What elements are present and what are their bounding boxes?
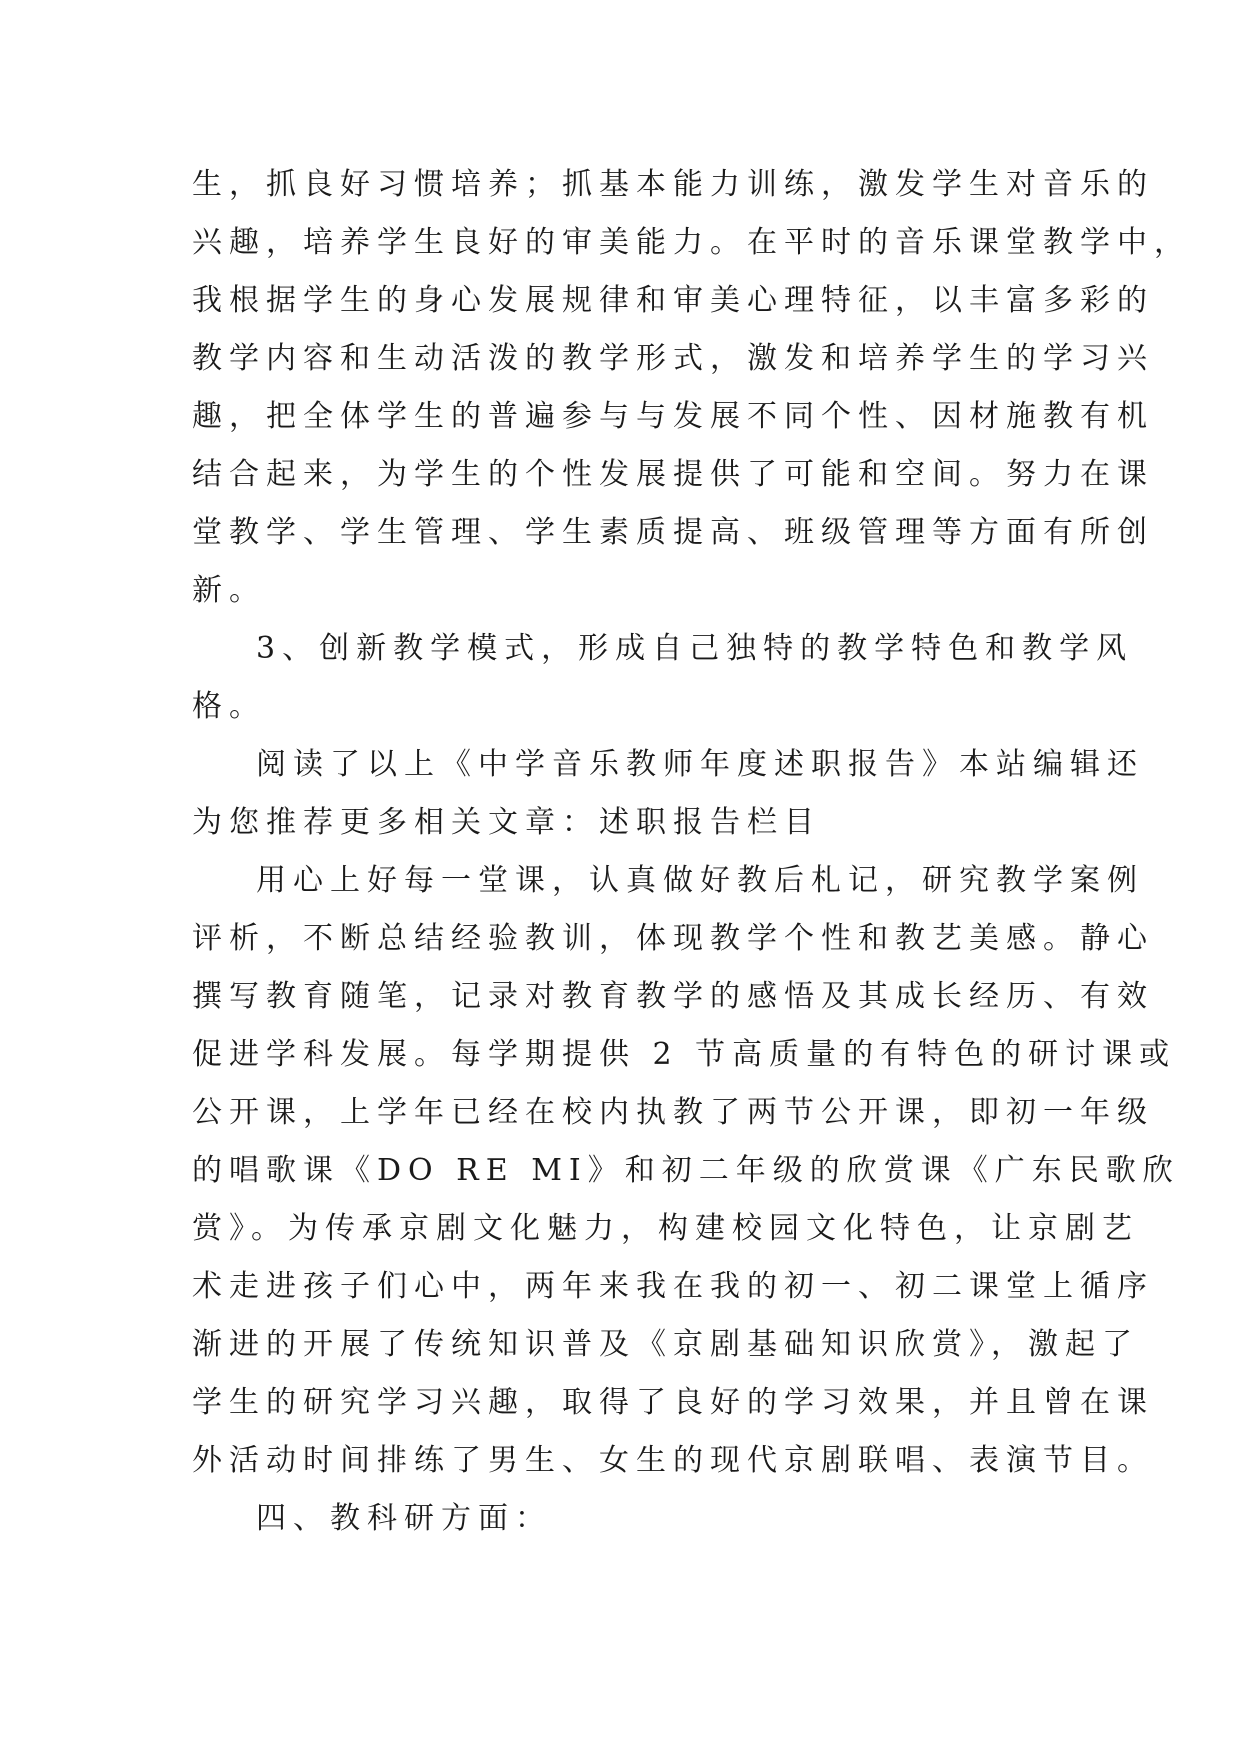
- text-line: 堂教学、学生管理、学生素质提高、班级管理等方面有所创: [192, 515, 1154, 550]
- text-line: 结合起来，为学生的个性发展提供了可能和空间。努力在课: [192, 457, 1154, 492]
- text-line: 兴趣，培养学生良好的审美能力。在平时的音乐课堂教学中，: [192, 225, 1191, 260]
- text-line: 撰写教育随笔，记录对教育教学的感悟及其成长经历、有效: [192, 979, 1154, 1014]
- text-line: 格。: [192, 689, 266, 724]
- text-line: 为您推荐更多相关文章：述职报告栏目: [192, 805, 821, 840]
- text-line: 赏》。为传承京剧文化魅力，构建校园文化特色，让京剧艺: [192, 1211, 1139, 1246]
- text-line: 渐进的开展了传统知识普及《京剧基础知识欣赏》，激起了: [192, 1327, 1139, 1362]
- text-line: 四、教科研方面：: [256, 1501, 552, 1536]
- text-line: 用心上好每一堂课，认真做好教后札记，研究教学案例: [256, 863, 1144, 898]
- text-line: 公开课，上学年已经在校内执教了两节公开课，即初一年级: [192, 1095, 1154, 1130]
- text-line: 新。: [192, 573, 266, 608]
- text-line: 阅读了以上《中学音乐教师年度述职报告》本站编辑还: [256, 747, 1144, 782]
- text-line: 生，抓良好习惯培养；抓基本能力训练，激发学生对音乐的: [192, 167, 1154, 202]
- text-line: 学生的研究学习兴趣，取得了良好的学习效果，并且曾在课: [192, 1385, 1154, 1420]
- text-line: 术走进孩子们心中，两年来我在我的初一、初二课堂上循序: [192, 1269, 1154, 1304]
- document-body: [192, 156, 1191, 1548]
- text-line: 教学内容和生动活泼的教学形式，激发和培养学生的学习兴: [192, 341, 1154, 376]
- text-line: 外活动时间排练了男生、女生的现代京剧联唱、表演节目。: [192, 1443, 1154, 1478]
- text-line: 3、创新教学模式，形成自己独特的教学特色和教学风: [256, 631, 1134, 666]
- text-line: 我根据学生的身心发展规律和审美心理特征，以丰富多彩的: [192, 283, 1154, 318]
- text-line: 趣，把全体学生的普遍参与与发展不同个性、因材施教有机: [192, 399, 1154, 434]
- text-line: 的唱歌课《DO RE MI》和初二年级的欣赏课《广东民歌欣: [192, 1153, 1180, 1188]
- text-line: 评析，不断总结经验教训，体现教学个性和教艺美感。静心: [192, 921, 1154, 956]
- text-line: 促进学科发展。每学期提供 2 节高质量的有特色的研讨课或: [192, 1037, 1177, 1072]
